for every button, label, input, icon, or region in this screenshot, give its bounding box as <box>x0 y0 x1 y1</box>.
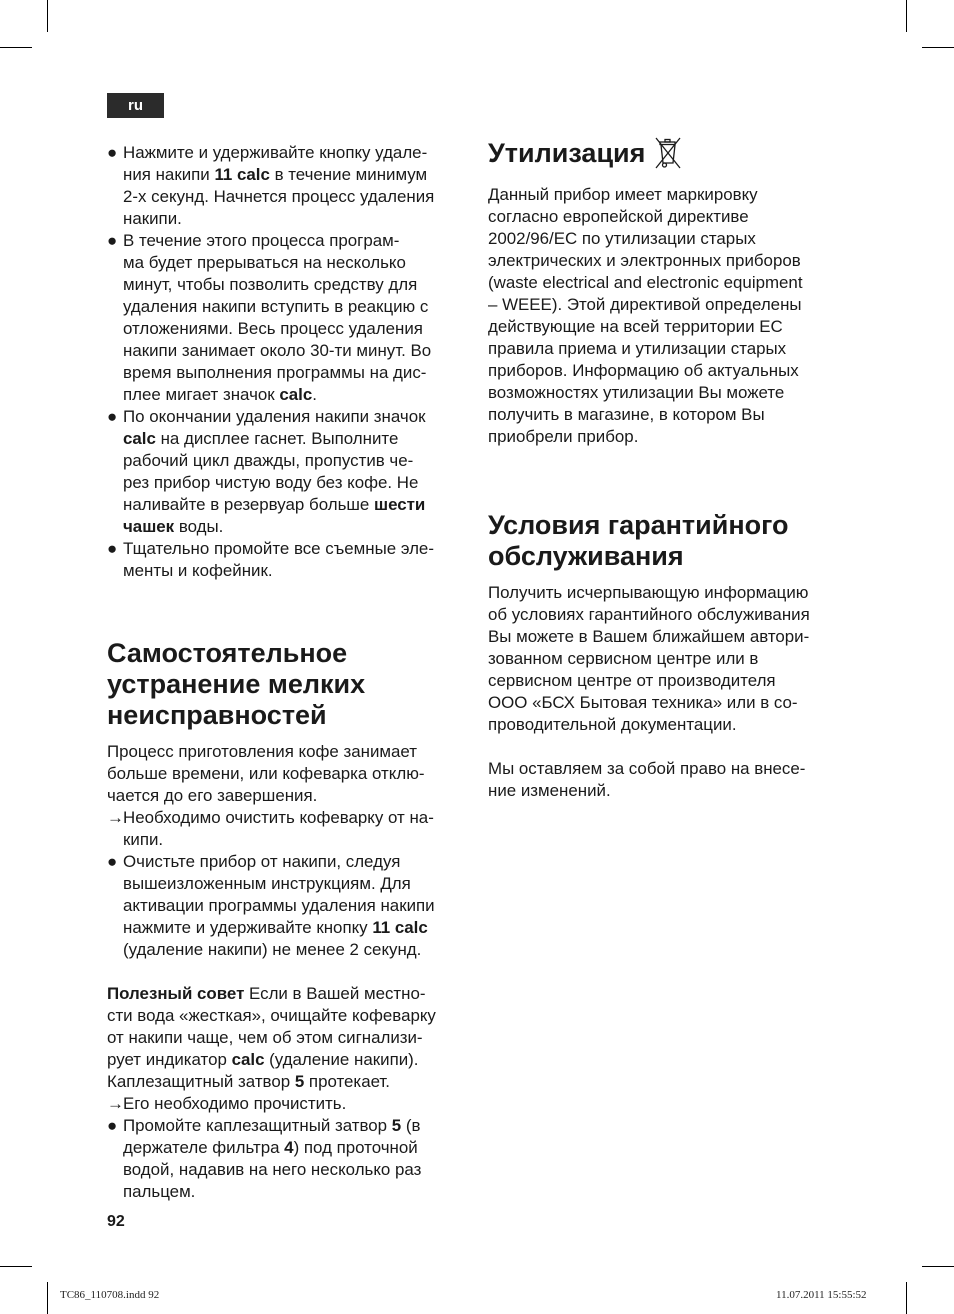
bullet-icon: ● <box>107 852 118 871</box>
bullet-icon: ● <box>107 407 118 426</box>
remedy-text-2: Его необходимо прочистить. <box>123 1094 347 1113</box>
bullet-item <box>107 1115 467 1203</box>
footer-date-slug: 11.07.2011 15:55:52 <box>776 1289 867 1301</box>
bullet-icon: ● <box>107 539 118 558</box>
arrow-right-icon: → <box>107 1094 124 1113</box>
crop-mark <box>0 47 32 48</box>
useful-tip: Полезный совет Если в Вашей местно- сти вода «жесткая», очищайте кофеварку от накипи чаще, чем об этом сигнализи- рует индикатор calc (удаление накипи). <box>107 984 436 1069</box>
bullet-text: Очистьте прибор от накипи, следуя вышеизложенным инструкциям. Для активации программы удаления накипи нажмите и удерживайте кнопку 11 calc (удаление накипи) не менее 2 секунд. <box>123 852 435 959</box>
bullet-text: В течение этого процесса програм- ма будет прерываться на несколько минут, чтобы позволить средству для удаления накипи вступить в реакцию с отложениями. Весь процесс удаления накипи занимает около 30-ти минут. Во время выполнения программы на дис- плее мигает значок calc. <box>123 231 432 404</box>
page-number: 92 <box>107 1213 125 1230</box>
crop-mark <box>922 1266 954 1267</box>
crossed-out-wheelie-bin-icon <box>653 135 683 171</box>
bullet-text: Тщательно промойте все съемные эле- менты и кофейник. <box>123 539 434 580</box>
crop-mark <box>47 1282 48 1314</box>
remedy-arrow-1 <box>107 807 467 851</box>
right-column <box>488 130 848 802</box>
bullet-text: Нажмите и удерживайте кнопку удале- ния накипи 11 calc в течение минимум 2-х секунд. Начнется процесс удаления накипи. <box>123 143 435 228</box>
reserve-rights-text: Мы оставляем за собой право на внесе- ние изменений. <box>488 759 806 800</box>
bullet-text: Промойте каплезащитный затвор 5 (в держателе фильтра 4) под проточной водой, надавив на него несколько раз пальцем. <box>123 1116 422 1201</box>
bullet-item <box>107 230 467 406</box>
section-title-troubleshooting: Самостоятельное устранение мелких неисправностей <box>107 638 366 730</box>
bullet-item <box>107 851 467 961</box>
bullet-text: По окончании удаления накипи значок calc на дисплее гаснет. Выполните рабочий цикл дважды, пропустив че- рез прибор чистую воду без кофе. Не наливайте в резервуар больше шести чашек воды. <box>123 407 426 536</box>
bullet-item <box>107 142 467 230</box>
crop-mark <box>922 47 954 48</box>
section-title-disposal: Утилизация <box>488 137 646 168</box>
footer-file-slug: TC86_110708.indd 92 <box>60 1289 160 1301</box>
disposal-text: Данный прибор имеет маркировку согласно европейской директиве 2002/96/EC по утилизации старых электрических и электронных приборов (waste electrical and electronic equipment – WEEE). Этой директивой определены действующие на всей территории ЕС правила приема и утилизации старых приборов. Информацию об актуальных возможностях утилизации Вы можете получить в магазине, в котором Вы приобрели прибор. <box>488 185 803 446</box>
bullet-icon: ● <box>107 1116 118 1135</box>
bullet-icon: ● <box>107 143 118 162</box>
crop-mark <box>906 0 907 32</box>
crop-mark <box>0 1266 32 1267</box>
problem-description-2: Каплезащитный затвор 5 протекает. <box>107 1072 390 1091</box>
problem-description-1: Процесс приготовления кофе занимает больше времени, или кофеварка отклю- чается до его завершения. <box>107 742 425 805</box>
bullet-icon: ● <box>107 231 118 250</box>
disposal-heading <box>488 130 848 176</box>
crop-mark <box>906 1282 907 1314</box>
warranty-text: Получить исчерпывающую информацию об условиях гарантийного обслуживания Вы можете в Вашем ближайшем автори- зованном сервисном центре или в сервисном центре от производителя ООО «БСХ Бытовая техника» или в со- проводительной документации. <box>488 583 810 734</box>
remedy-text-1: Необходимо очистить кофеварку от на- кипи. <box>123 808 434 849</box>
crop-mark <box>47 0 48 32</box>
remedy-arrow-2 <box>107 1093 467 1115</box>
bullet-list-top <box>107 142 467 582</box>
bullet-item <box>107 538 467 582</box>
bullet-item <box>107 406 467 538</box>
left-column <box>107 142 467 1203</box>
section-title-warranty: Условия гарантийного обслуживания <box>488 510 789 571</box>
arrow-right-icon: → <box>107 808 124 827</box>
language-tab: ru <box>107 93 164 118</box>
